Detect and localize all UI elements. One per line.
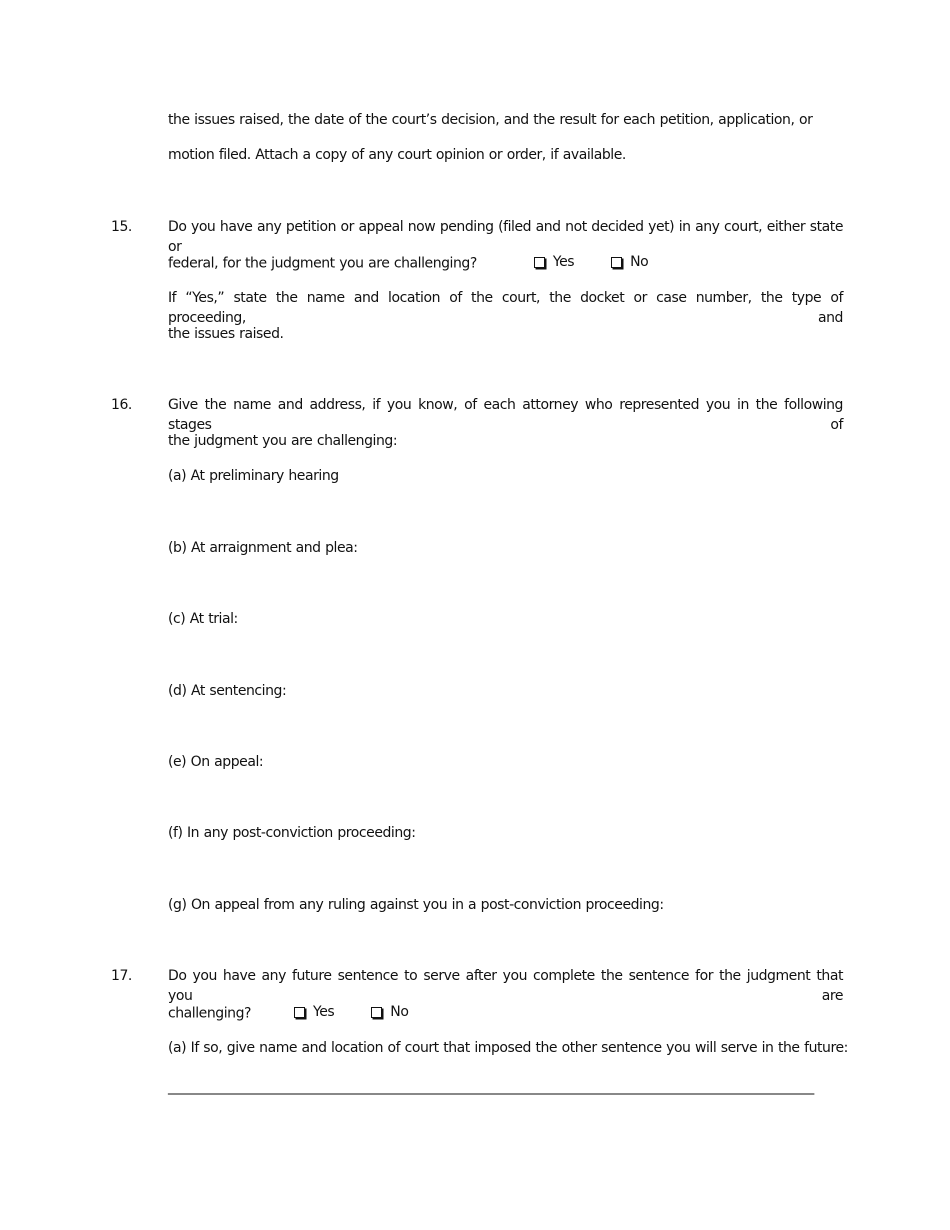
question-17-text-line-2: challenging?: [168, 1005, 251, 1022]
question-15-no-checkbox[interactable]: [611, 252, 648, 272]
no-label: No: [630, 254, 649, 270]
question-15-text-line-3: If “Yes,” state the name and location of the court, the docket or case number, the type of proceeding, and: [168, 290, 843, 326]
question-16-text-line-1: Give the name and address, if you know, of each attorney who represented you in the following stages of: [168, 397, 843, 433]
continuation-line-1: the issues raised, the date of the court’s decision, and the result for each petition, application, or: [168, 112, 813, 128]
question-16-item-f: (f) In any post-conviction proceeding:: [168, 825, 416, 841]
checkbox-icon: [611, 257, 622, 268]
yes-label: Yes: [552, 254, 575, 270]
question-16-number: 16.: [111, 397, 132, 413]
question-17-number: 17.: [111, 968, 132, 984]
question-17-text-line-1: Do you have any future sentence to serve after you complete the sentence for the judgment that you are: [168, 968, 843, 1004]
question-15-text-line-4: the issues raised.: [168, 326, 284, 342]
checkbox-icon: [371, 1007, 382, 1018]
answer-blank-line[interactable]: _______________________________________________________________________________________________: [168, 1079, 815, 1095]
question-15-text-line-1: Do you have any petition or appeal now pending (filed and not decided yet) in any court, either state or: [168, 219, 843, 255]
question-16-item-e: (e) On appeal:: [168, 754, 264, 770]
yes-label: Yes: [313, 1004, 335, 1020]
question-16-item-g: (g) On appeal from any ruling against you in a post-conviction proceeding:: [168, 897, 664, 913]
question-16-text-line-2: the judgment you are challenging:: [168, 433, 398, 449]
question-15-line-2: [168, 252, 648, 274]
question-16-item-a: (a) At preliminary hearing: [168, 468, 339, 484]
question-16-item-d: (d) At sentencing:: [168, 683, 287, 699]
question-17-item-a: (a) If so, give name and location of court that imposed the other sentence you will serve in the future:: [168, 1040, 848, 1056]
question-17-no-checkbox[interactable]: [371, 1002, 408, 1022]
checkbox-icon: [534, 257, 545, 268]
no-label: No: [390, 1004, 409, 1020]
question-15-yes-checkbox[interactable]: [534, 252, 574, 272]
question-15-text-line-2: federal, for the judgment you are challenging?: [168, 255, 477, 272]
question-17-line-2: [168, 1002, 408, 1024]
question-15-number: 15.: [111, 219, 132, 235]
question-16-item-c: (c) At trial:: [168, 611, 238, 627]
question-17-yes-checkbox[interactable]: [294, 1002, 334, 1022]
question-16-item-b: (b) At arraignment and plea:: [168, 540, 358, 556]
checkbox-icon: [294, 1007, 305, 1018]
continuation-line-2: motion filed. Attach a copy of any court opinion or order, if available.: [168, 147, 626, 163]
